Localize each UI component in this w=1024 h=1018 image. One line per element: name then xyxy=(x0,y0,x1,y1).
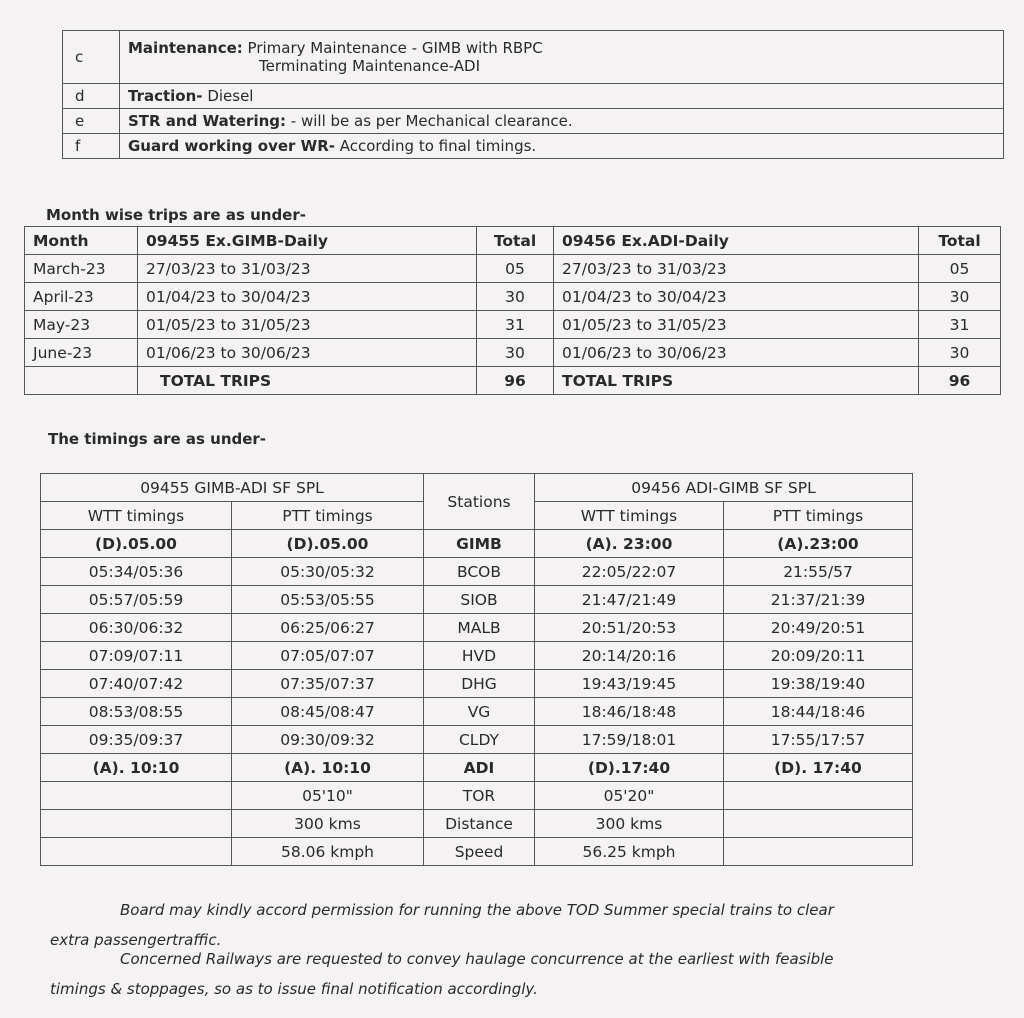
station-cell: HVD xyxy=(424,642,535,670)
timing-row xyxy=(41,614,913,642)
paragraph-text-cont: extra passengertraffic. xyxy=(50,931,222,949)
info-cell xyxy=(120,134,1004,159)
info-cell xyxy=(120,84,1004,109)
up-wtt-cell: 05:34/05:36 xyxy=(41,558,232,586)
station-cell: BCOB xyxy=(424,558,535,586)
paragraph-text: Board may kindly accord permission for running the above TOD Summer special trains to clear xyxy=(120,901,834,919)
timing-row xyxy=(41,530,913,558)
timing-row xyxy=(41,782,913,810)
up-ptt-cell: 58.06 kmph xyxy=(232,838,424,866)
down-ptt-cell: 20:09/20:11 xyxy=(724,642,913,670)
up-ptt-cell: 300 kms xyxy=(232,810,424,838)
up-total-cell: 05 xyxy=(477,255,554,283)
up-wtt-cell: 07:40/07:42 xyxy=(41,670,232,698)
down-range-cell: 01/06/23 to 30/06/23 xyxy=(554,339,919,367)
info-cell xyxy=(120,31,1004,84)
down-wtt-cell: 21:47/21:49 xyxy=(535,586,724,614)
timings-caption: The timings are as under- xyxy=(48,430,267,448)
down-wtt-cell: 19:43/19:45 xyxy=(535,670,724,698)
up-ptt-cell: 07:35/07:37 xyxy=(232,670,424,698)
station-cell: VG xyxy=(424,698,535,726)
down-total-cell: 30 xyxy=(919,339,1001,367)
up-ptt-cell: 07:05/07:07 xyxy=(232,642,424,670)
down-ptt-header: PTT timings xyxy=(724,502,913,530)
stations-header: Stations xyxy=(424,474,535,530)
station-cell: CLDY xyxy=(424,726,535,754)
down-wtt-cell: (A). 23:00 xyxy=(535,530,724,558)
up-wtt-cell: 08:53/08:55 xyxy=(41,698,232,726)
station-cell: TOR xyxy=(424,782,535,810)
info-key: f xyxy=(63,134,120,159)
info-key: e xyxy=(63,109,120,134)
down-total-cell: 05 xyxy=(919,255,1001,283)
info-row xyxy=(63,31,1004,84)
down-ptt-cell: 21:55/57 xyxy=(724,558,913,586)
up-ptt-cell: 05:30/05:32 xyxy=(232,558,424,586)
down-ptt-cell: 20:49/20:51 xyxy=(724,614,913,642)
header-down-total: Total xyxy=(919,227,1001,255)
down-wtt-cell: 18:46/18:48 xyxy=(535,698,724,726)
info-label: Guard working over WR- xyxy=(128,137,335,155)
up-train-title: 09455 GIMB-ADI SF SPL xyxy=(41,474,424,502)
down-wtt-header: WTT timings xyxy=(535,502,724,530)
down-ptt-cell xyxy=(724,810,913,838)
down-ptt-cell: 17:55/17:57 xyxy=(724,726,913,754)
month-cell: June-23 xyxy=(25,339,138,367)
up-wtt-cell xyxy=(41,782,232,810)
down-ptt-cell: 18:44/18:46 xyxy=(724,698,913,726)
up-grand-total: 96 xyxy=(477,367,554,395)
up-ptt-cell: 06:25/06:27 xyxy=(232,614,424,642)
down-range-cell: 01/05/23 to 31/05/23 xyxy=(554,311,919,339)
timing-row xyxy=(41,586,913,614)
info-value: - will be as per Mechanical clearance. xyxy=(290,112,573,130)
header-up-train: 09455 Ex.GIMB-Daily xyxy=(138,227,477,255)
up-total-cell: 31 xyxy=(477,311,554,339)
down-wtt-cell: 17:59/18:01 xyxy=(535,726,724,754)
paragraph-text: Concerned Railways are requested to convey haulage concurrence at the earliest with feasible xyxy=(120,950,834,968)
up-wtt-cell: (D).05.00 xyxy=(41,530,232,558)
timing-row xyxy=(41,838,913,866)
info-label: Maintenance: xyxy=(128,39,243,57)
timing-row xyxy=(41,754,913,782)
down-ptt-cell xyxy=(724,782,913,810)
info-key: c xyxy=(63,31,120,84)
up-wtt-cell: 06:30/06:32 xyxy=(41,614,232,642)
month-cell: March-23 xyxy=(25,255,138,283)
header-down-train: 09456 Ex.ADI-Daily xyxy=(554,227,919,255)
info-cell xyxy=(120,109,1004,134)
info-value: Diesel xyxy=(207,87,254,105)
month-row xyxy=(25,283,1001,311)
up-wtt-cell: (A). 10:10 xyxy=(41,754,232,782)
info-key: d xyxy=(63,84,120,109)
down-ptt-cell: 19:38/19:40 xyxy=(724,670,913,698)
up-ptt-cell: 09:30/09:32 xyxy=(232,726,424,754)
up-wtt-cell xyxy=(41,838,232,866)
info-value-2: Terminating Maintenance-ADI xyxy=(259,57,480,75)
down-ptt-cell: (D). 17:40 xyxy=(724,754,913,782)
info-value: Primary Maintenance - GIMB with RBPC xyxy=(247,39,543,57)
month-cell: May-23 xyxy=(25,311,138,339)
header-up-total: Total xyxy=(477,227,554,255)
info-row xyxy=(63,109,1004,134)
station-cell: Speed xyxy=(424,838,535,866)
down-wtt-cell: 22:05/22:07 xyxy=(535,558,724,586)
up-ptt-cell: 05'10" xyxy=(232,782,424,810)
down-wtt-cell: 300 kms xyxy=(535,810,724,838)
down-train-title: 09456 ADI-GIMB SF SPL xyxy=(535,474,913,502)
timing-row xyxy=(41,642,913,670)
timings-title-row xyxy=(41,474,913,502)
month-row xyxy=(25,339,1001,367)
down-wtt-cell: 20:51/20:53 xyxy=(535,614,724,642)
up-total-cell: 30 xyxy=(477,339,554,367)
up-wtt-cell: 05:57/05:59 xyxy=(41,586,232,614)
down-wtt-cell: 05'20" xyxy=(535,782,724,810)
info-label: Traction- xyxy=(128,87,203,105)
station-cell: ADI xyxy=(424,754,535,782)
up-ptt-cell: (A). 10:10 xyxy=(232,754,424,782)
down-total-cell: 30 xyxy=(919,283,1001,311)
up-range-cell: 01/06/23 to 30/06/23 xyxy=(138,339,477,367)
down-total-label: TOTAL TRIPS xyxy=(554,367,919,395)
paragraph-text-cont: timings & stoppages, so as to issue final notification accordingly. xyxy=(50,980,538,998)
down-wtt-cell: 56.25 kmph xyxy=(535,838,724,866)
month-caption: Month wise trips are as under- xyxy=(46,206,306,224)
timing-row xyxy=(41,670,913,698)
up-total-cell: 30 xyxy=(477,283,554,311)
month-header-row xyxy=(25,227,1001,255)
timings-table xyxy=(40,473,913,866)
paragraph-concurrence xyxy=(50,944,970,1004)
up-wtt-cell: 07:09/07:11 xyxy=(41,642,232,670)
info-row xyxy=(63,134,1004,159)
up-ptt-cell: (D).05.00 xyxy=(232,530,424,558)
up-ptt-header: PTT timings xyxy=(232,502,424,530)
header-month: Month xyxy=(25,227,138,255)
station-cell: Distance xyxy=(424,810,535,838)
station-cell: DHG xyxy=(424,670,535,698)
up-total-label: TOTAL TRIPS xyxy=(138,367,477,395)
up-ptt-cell: 05:53/05:55 xyxy=(232,586,424,614)
timing-row xyxy=(41,698,913,726)
up-ptt-cell: 08:45/08:47 xyxy=(232,698,424,726)
down-range-cell: 01/04/23 to 30/04/23 xyxy=(554,283,919,311)
down-total-cell: 31 xyxy=(919,311,1001,339)
up-range-cell: 27/03/23 to 31/03/23 xyxy=(138,255,477,283)
info-row xyxy=(63,84,1004,109)
station-cell: GIMB xyxy=(424,530,535,558)
down-wtt-cell: (D).17:40 xyxy=(535,754,724,782)
month-trips-table xyxy=(24,226,1001,395)
up-wtt-header: WTT timings xyxy=(41,502,232,530)
month-cell: April-23 xyxy=(25,283,138,311)
up-wtt-cell: 09:35/09:37 xyxy=(41,726,232,754)
up-range-cell: 01/05/23 to 31/05/23 xyxy=(138,311,477,339)
down-grand-total: 96 xyxy=(919,367,1001,395)
month-row xyxy=(25,311,1001,339)
station-cell: MALB xyxy=(424,614,535,642)
down-ptt-cell: 21:37/21:39 xyxy=(724,586,913,614)
down-wtt-cell: 20:14/20:16 xyxy=(535,642,724,670)
down-ptt-cell: (A).23:00 xyxy=(724,530,913,558)
timing-row xyxy=(41,810,913,838)
month-row xyxy=(25,255,1001,283)
down-range-cell: 27/03/23 to 31/03/23 xyxy=(554,255,919,283)
total-trips-row xyxy=(25,367,1001,395)
timing-row xyxy=(41,558,913,586)
up-wtt-cell xyxy=(41,810,232,838)
station-cell: SIOB xyxy=(424,586,535,614)
empty-cell xyxy=(25,367,138,395)
up-range-cell: 01/04/23 to 30/04/23 xyxy=(138,283,477,311)
info-table xyxy=(62,30,1004,159)
info-label: STR and Watering: xyxy=(128,112,286,130)
timing-row xyxy=(41,726,913,754)
down-ptt-cell xyxy=(724,838,913,866)
info-value: According to final timings. xyxy=(339,137,537,155)
